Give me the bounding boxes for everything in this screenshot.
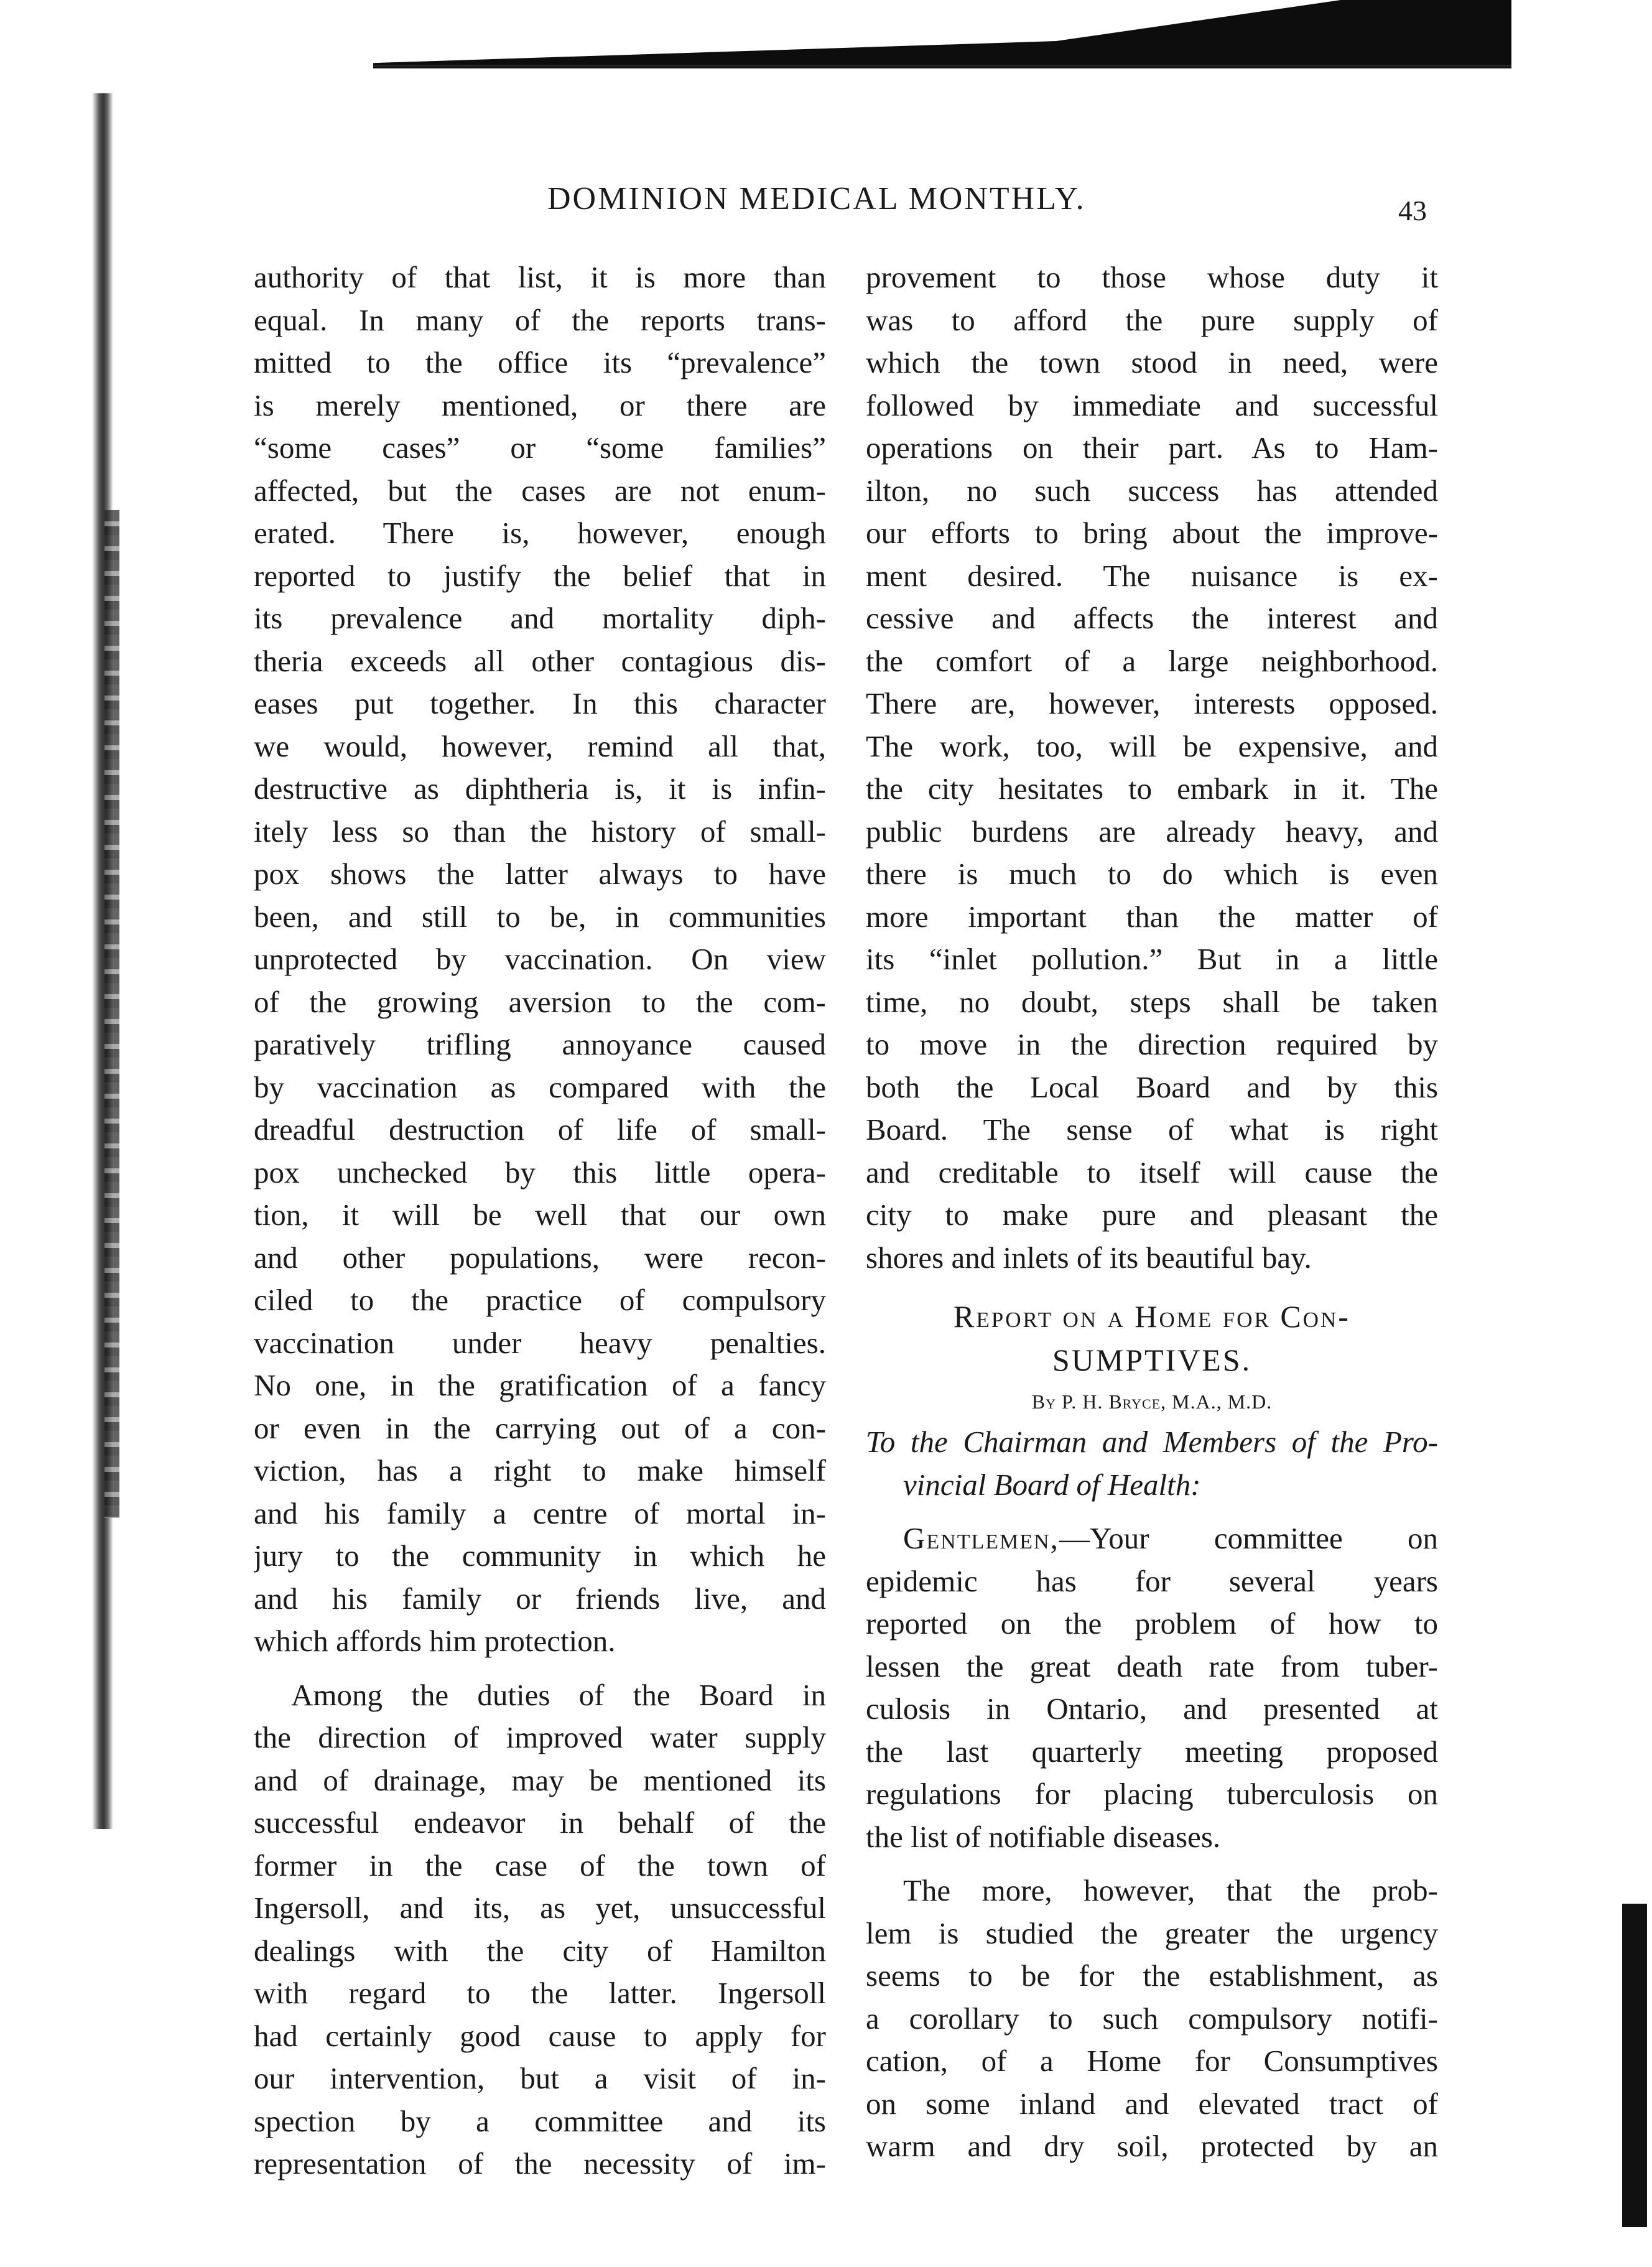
text-line: lessen the great death rate from tuber- bbox=[866, 1649, 1438, 1683]
text-line: There are, however, interests opposed. bbox=[866, 686, 1438, 720]
text-line: with regard to the latter. Ingersoll bbox=[254, 1976, 826, 2010]
text-line: been, and still to be, in communities bbox=[254, 899, 826, 934]
text-line: The work, too, will be expensive, and bbox=[866, 729, 1438, 763]
text-line: or even in the carrying out of a con- bbox=[254, 1410, 826, 1445]
text-line: we would, however, remind all that, bbox=[254, 729, 826, 763]
text-line: affected, but the cases are not enum- bbox=[254, 473, 826, 508]
text-line: the direction of improved water supply bbox=[254, 1720, 826, 1754]
salutation-rest: —Your committee on bbox=[1059, 1521, 1438, 1555]
text-line: cation, of a Home for Consumptives bbox=[866, 2044, 1438, 2078]
text-line: and his family a centre of mortal in- bbox=[254, 1496, 826, 1530]
text-line: and creditable to itself will cause the bbox=[866, 1155, 1438, 1189]
text-line: time, no doubt, steps shall be taken bbox=[866, 984, 1438, 1019]
right-paragraph-1 bbox=[866, 1517, 1438, 1858]
text-line: erated. There is, however, enough bbox=[254, 516, 826, 550]
text-line: destructive as diphtheria is, it is infin- bbox=[254, 771, 826, 806]
text-line: the comfort of a large neighborhood. bbox=[866, 643, 1438, 678]
text-line: its prevalence and mortality diph- bbox=[254, 601, 826, 635]
text-line: reported on the problem of how to bbox=[866, 1606, 1438, 1641]
text-line: lem is studied the greater the urgency bbox=[866, 1916, 1438, 1950]
text-line: former in the case of the town of bbox=[254, 1848, 826, 1883]
text-line: successful endeavor in behalf of the bbox=[254, 1805, 826, 1840]
text-line: Among the duties of the Board in bbox=[291, 1677, 826, 1712]
text-line: vaccination under heavy penalties. bbox=[254, 1325, 826, 1360]
text-line: the list of notifiable diseases. bbox=[866, 1819, 1221, 1854]
text-line: reported to justify the belief that in bbox=[254, 558, 826, 593]
text-line: seems to be for the establishment, as bbox=[866, 1958, 1438, 1993]
text-line: provement to those whose duty it bbox=[866, 260, 1438, 294]
text-line: ciled to the practice of compulsory bbox=[254, 1283, 826, 1317]
text-line: which the town stood in need, were bbox=[866, 345, 1438, 379]
text-line: tion, it will be well that our own bbox=[254, 1198, 826, 1232]
text-line: pox unchecked by this little opera- bbox=[254, 1155, 826, 1189]
text-line: pox shows the latter always to have bbox=[254, 857, 826, 891]
text-line: jury to the community in which he bbox=[254, 1538, 826, 1573]
text-line: was to afford the pure supply of bbox=[866, 302, 1438, 337]
text-line: representation of the necessity of im- bbox=[254, 2146, 826, 2181]
text-line: dealings with the city of Hamilton bbox=[254, 1933, 826, 1968]
text-line: equal. In many of the reports trans- bbox=[254, 302, 826, 337]
text-line: epidemic has for several years bbox=[866, 1563, 1438, 1598]
page-number: 43 bbox=[1398, 195, 1427, 226]
text-line: paratively trifling annoyance caused bbox=[254, 1027, 826, 1061]
text-line: city to make pure and pleasant the bbox=[866, 1198, 1438, 1232]
text-line: a corollary to such compulsory notifi- bbox=[866, 2001, 1438, 2036]
text-line: eases put together. In this character bbox=[254, 686, 826, 720]
text-line: the last quarterly meeting proposed bbox=[866, 1734, 1438, 1769]
text-line: our efforts to bring about the improve- bbox=[866, 516, 1438, 550]
text-line: operations on their part. As to Ham- bbox=[866, 431, 1438, 465]
address-line: vincial Board of Health: bbox=[903, 1467, 1201, 1502]
text-line: dreadful destruction of life of small- bbox=[254, 1112, 826, 1147]
text-line: unprotected by vaccination. On view bbox=[254, 942, 826, 976]
paragraph-gap bbox=[866, 1506, 1438, 1517]
text-line: and of drainage, may be mentioned its bbox=[254, 1762, 826, 1797]
text-line: viction, has a right to make himself bbox=[254, 1453, 826, 1487]
right-paragraph-continued bbox=[866, 256, 1438, 1279]
left-paragraph-2 bbox=[254, 1674, 826, 2186]
text-line: public burdens are already heavy, and bbox=[866, 814, 1438, 849]
section-heading-continued: SUMPTIVES. bbox=[1052, 1343, 1252, 1377]
text-line: Board. The sense of what is right bbox=[866, 1112, 1438, 1147]
scan-edge-right bbox=[1622, 1904, 1647, 2227]
text-line: culosis in Ontario, and presented at bbox=[866, 1692, 1438, 1726]
text-line: theria exceeds all other contagious dis- bbox=[254, 643, 826, 678]
text-line: its “inlet pollution.” But in a little bbox=[866, 942, 1438, 976]
text-line bbox=[866, 1517, 1438, 1560]
text-line: which affords him protection. bbox=[254, 1624, 616, 1658]
text-line: itely less so than the history of small- bbox=[254, 814, 826, 849]
text-line: warm and dry soil, protected by an bbox=[866, 2129, 1438, 2163]
address-line: To the Chairman and Members of the Pro- bbox=[866, 1425, 1438, 1459]
text-line: ment desired. The nuisance is ex- bbox=[866, 558, 1438, 593]
text-line: regulations for placing tuberculosis on bbox=[866, 1777, 1438, 1811]
text-line: spection by a committee and its bbox=[254, 2103, 826, 2138]
right-paragraph-2 bbox=[866, 1869, 1438, 2168]
text-line: and his family or friends live, and bbox=[254, 1581, 826, 1616]
text-line: by vaccination as compared with the bbox=[254, 1069, 826, 1104]
paragraph-gap bbox=[254, 1663, 826, 1674]
scan-shadow-top-rule bbox=[373, 65, 1511, 67]
scan-shadow-top bbox=[373, 0, 1511, 68]
scan-edge-left-texture bbox=[104, 510, 119, 1518]
text-line: the city hesitates to embark in it. The bbox=[866, 771, 1438, 806]
running-head bbox=[0, 180, 1652, 230]
paragraph-gap bbox=[866, 1858, 1438, 1869]
section-heading: Report on a Home for Con- bbox=[954, 1299, 1350, 1334]
author-byline: By P. H. Bryce, M.A., M.D. bbox=[1031, 1390, 1273, 1413]
text-line: ilton, no such success has attended bbox=[866, 473, 1438, 508]
text-line: of the growing aversion to the com- bbox=[254, 984, 826, 1019]
text-line: No one, in the gratification of a fancy bbox=[254, 1368, 826, 1402]
text-line: on some inland and elevated tract of bbox=[866, 2086, 1438, 2121]
text-line: mitted to the office its “prevalence” bbox=[254, 345, 826, 379]
text-line: there is much to do which is even bbox=[866, 857, 1438, 891]
journal-title: DOMINION MEDICAL MONTHLY. bbox=[547, 181, 1086, 216]
text-line: our intervention, but a visit of in- bbox=[254, 2061, 826, 2095]
left-paragraph-1 bbox=[254, 256, 826, 1663]
text-line: “some cases” or “some families” bbox=[254, 431, 826, 465]
right-column bbox=[866, 256, 1438, 2168]
text-line: is merely mentioned, or there are bbox=[254, 388, 826, 422]
text-line: The more, however, that the prob- bbox=[903, 1873, 1438, 1907]
salutation: Gentlemen, bbox=[903, 1521, 1059, 1555]
left-column bbox=[254, 256, 826, 2186]
text-line: had certainly good cause to apply for bbox=[254, 2018, 826, 2053]
text-line: cessive and affects the interest and bbox=[866, 601, 1438, 635]
text-line: shores and inlets of its beautiful bay. bbox=[866, 1240, 1312, 1275]
text-line: followed by immediate and successful bbox=[866, 388, 1438, 422]
text-line: Ingersoll, and its, as yet, unsuccessful bbox=[254, 1891, 826, 1925]
text-line: to move in the direction required by bbox=[866, 1027, 1438, 1061]
text-line: authority of that list, it is more than bbox=[254, 260, 826, 294]
text-line: and other populations, were recon- bbox=[254, 1240, 826, 1275]
text-line: both the Local Board and by this bbox=[866, 1069, 1438, 1104]
text-line: more important than the matter of bbox=[866, 899, 1438, 934]
